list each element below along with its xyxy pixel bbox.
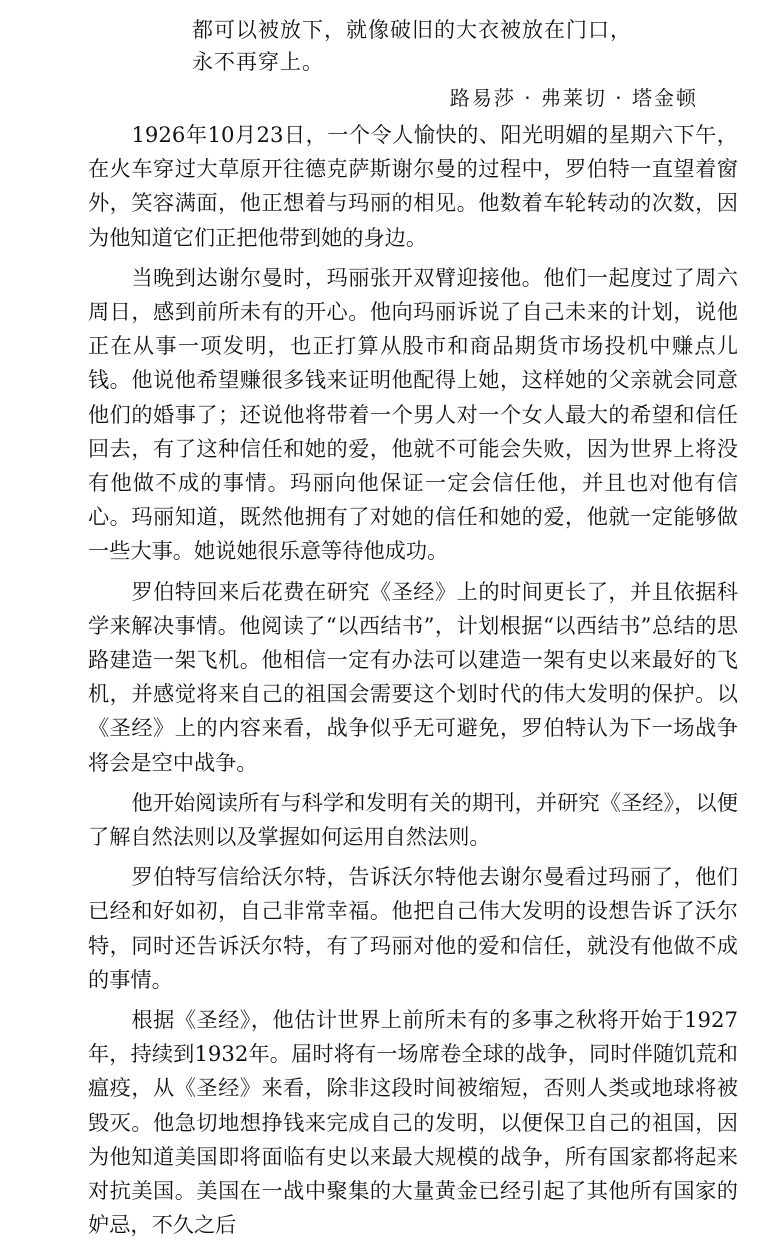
epigraph-line-1: 都可以被放下，就像破旧的大衣被放在门口， — [192, 18, 632, 42]
paragraph-1: 1926年10月23日，一个令人愉快的、阳光明媚的星期六下午，在火车穿过大草原开往德克萨斯谢尔曼的过程中，罗伯特一直望着窗外，笑容满面，他正想着与玛丽的相见。他数着车轮转动的次数，因为他知道它们正把他带到她的身边。 — [88, 122, 738, 250]
paragraph-4: 他开始阅读所有与科学和发明有关的期刊，并研究《圣经》，以便了解自然法则以及掌握如何运用自然法则。 — [88, 789, 738, 850]
body-text — [88, 118, 738, 1249]
epigraph-author: 路易莎 · 弗莱切 · 塔金顿 — [449, 86, 698, 110]
paragraph-5: 罗伯特写信给沃尔特，告诉沃尔特他去谢尔曼看过玛丽了，他们已经和好如初，自己非常幸福。他把自己伟大发明的设想告诉了沃尔特，同时还告诉沃尔特，有了玛丽对他的爱和信任，就没有他做不成的事情。 — [88, 864, 738, 992]
paragraph-2: 当晚到达谢尔曼时，玛丽张开双臂迎接他。他们一起度过了周六周日，感到前所未有的开心。他向玛丽诉说了自己未来的计划，说他正在从事一项发明，也正打算从股市和商品期货市场投机中赚点儿钱。他说他希望赚很多钱来证明他配得上她，这样她的父亲就会同意他们的婚事了；还说他将带着一个男人对一个女人最大的希望和信任回去，有了这种信任和她的爱，他就不可能会失败，因为世界上将没有他做不成的事情。玛丽向他保证一定会信任他，并且也对他有信心。玛丽知道，既然他拥有了对她的信任和她的爱，他就一定能够做一些大事。她说她很乐意等待他成功。 — [88, 264, 738, 564]
paragraph-3: 罗伯特回来后花费在研究《圣经》上的时间更长了，并且依据科学来解决事情。他阅读了“以西结书”，计划根据“以西结书”总结的思路建造一架飞机。他相信一定有办法可以建造一架有史以来最好的飞机，并感觉将来自己的祖国会需要这个划时代的伟大发明的保护。以《圣经》上的内容来看，战争似乎无可避免，罗伯特认为下一场战争将会是空中战争。 — [88, 578, 738, 775]
paragraph-6: 根据《圣经》，他估计世界上前所未有的多事之秋将开始于1927年，持续到1932年。届时将有一场席卷全球的战争，同时伴随饥荒和瘟疫，从《圣经》来看，除非这段时间被缩短，否则人类或地球将被毁灭。他急切地想挣钱来完成自己的发明，以便保卫自己的祖国，因为他知道美国即将面临有史以来最大规模的战争，所有国家都将起来对抗美国。美国在一战中聚集的大量黄金已经引起了其他所有国家的妒忌，不久之后 — [88, 1007, 738, 1238]
epigraph-line-2: 永不再穿上。 — [192, 50, 324, 74]
